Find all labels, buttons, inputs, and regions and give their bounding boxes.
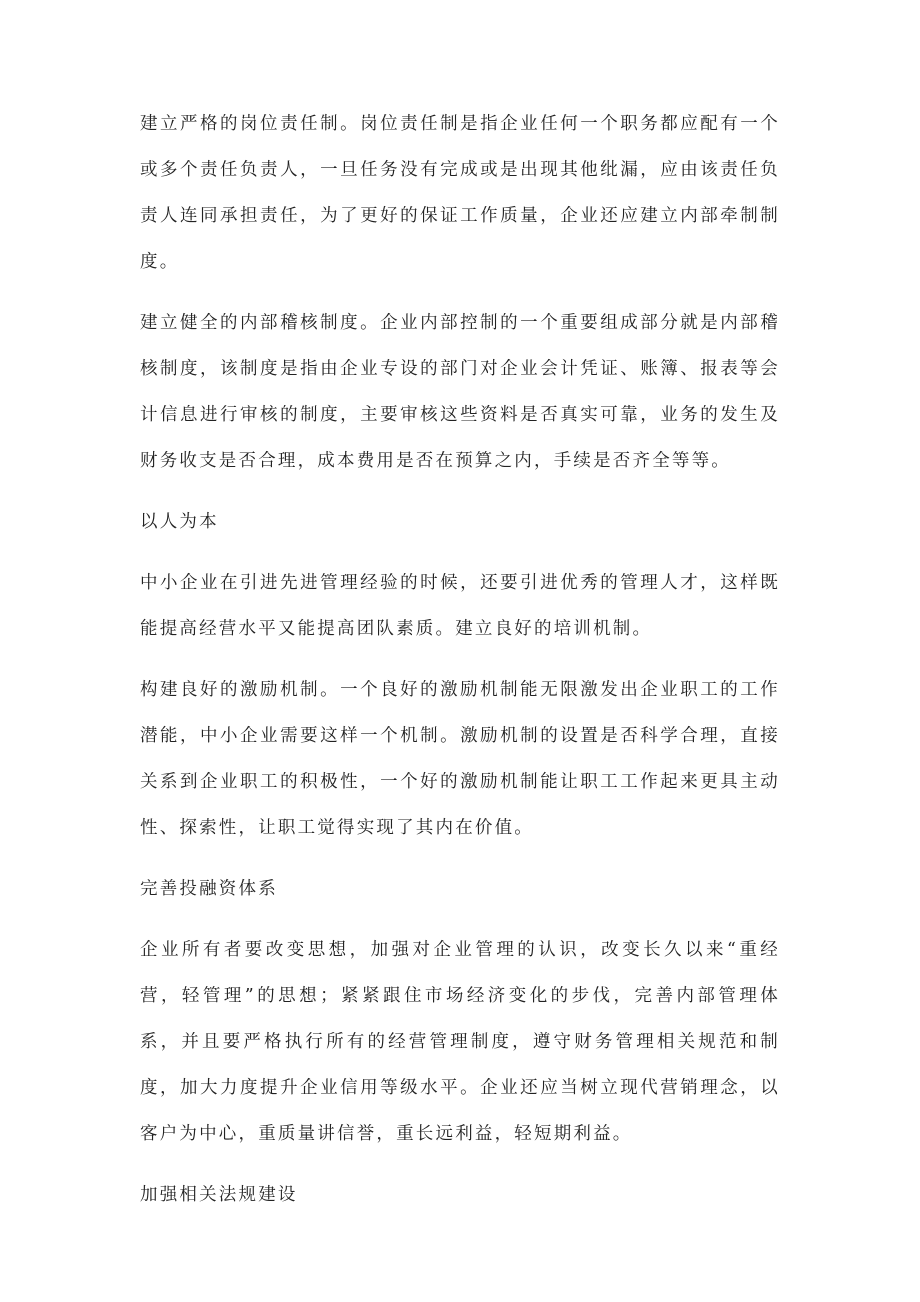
heading-people-oriented: 以人为本 <box>140 512 219 532</box>
paragraph-talent: 中小企业在引进先进管理经验的时候，还要引进优秀的管理人才，这样既能提高经营水平又能提高团队素质。建立良好的培训机制。 <box>140 573 780 639</box>
paragraph-job-responsibility: 建立严格的岗位责任制。岗位责任制是指企业任何一个职务都应配有一个或多个责任负责人，一旦任务没有完成或是出现其他纰漏，应由该责任负责人连同承担责任，为了更好的保证工作质量，企业还应建立内部牵制制度。 <box>140 114 780 272</box>
heading-regulations: 加强相关法规建设 <box>140 1185 298 1205</box>
heading-financing-system: 完善投融资体系 <box>140 879 278 899</box>
paragraph-internal-audit: 建立健全的内部稽核制度。企业内部控制的一个重要组成部分就是内部稽核制度，该制度是指由企业专设的部门对企业会计凭证、账簿、报表等会计信息进行审核的制度，主要审核这些资料是否真实可靠，业务的发生及财务收支是否合理，成本费用是否在预算之内，手续是否齐全等等。 <box>140 313 780 471</box>
document-body <box>140 101 780 1233</box>
paragraph-incentive: 构建良好的激励机制。一个良好的激励机制能无限激发出企业职工的工作潜能，中小企业需要这样一个机制。激励机制的设置是否科学合理，直接关系到企业职工的积极性，一个好的激励机制能让职工工作起来更具主动性、探索性，让职工觉得实现了其内在价值。 <box>140 680 780 838</box>
paragraph-management-thinking: 企业所有者要改变思想，加强对企业管理的认识，改变长久以来“重经营，轻管理”的思想；紧紧跟住市场经济变化的步伐，完善内部管理体系，并且要严格执行所有的经营管理制度，遵守财务管理相关规范和制度，加大力度提升企业信用等级水平。企业还应当树立现代营销理念，以客户为中心，重质量讲信誉，重长远利益，轻短期利益。 <box>140 940 780 1144</box>
